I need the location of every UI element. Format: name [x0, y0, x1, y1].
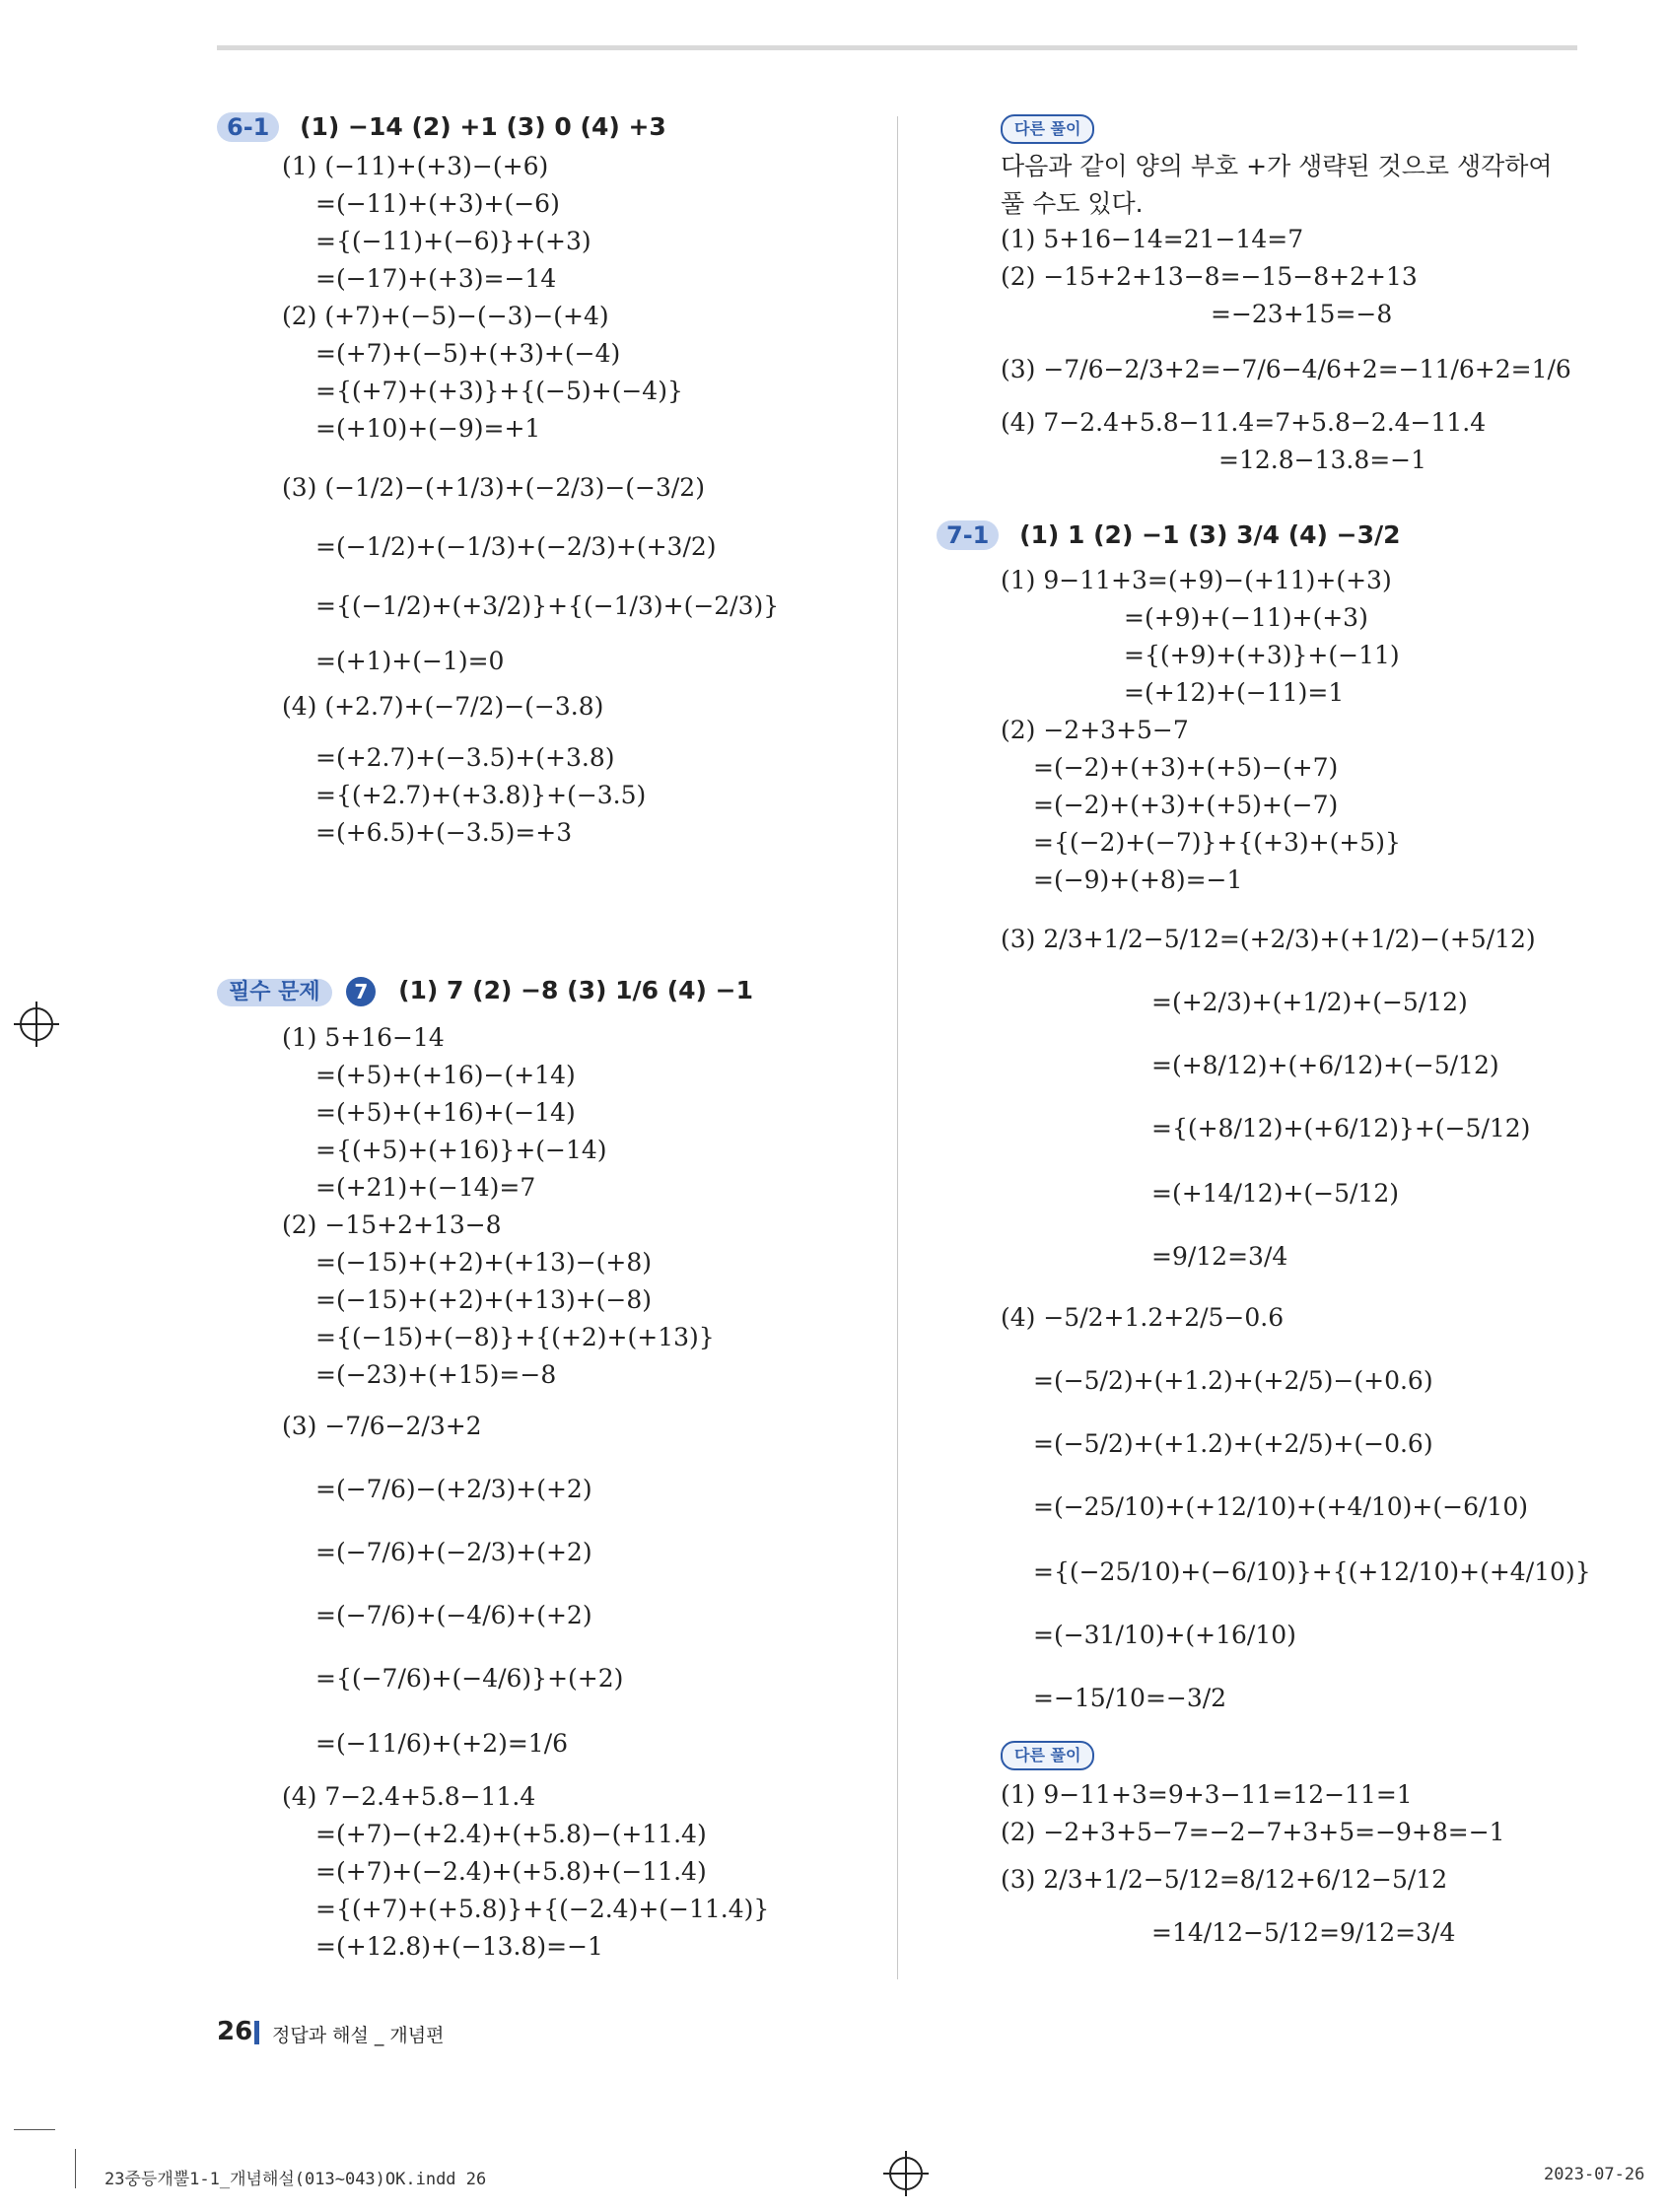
solution-line: =(−17)+(+3)=−14 [315, 264, 557, 293]
solution-line: =(+12)+(−11)=1 [1124, 678, 1345, 707]
section-6-1-header [217, 112, 666, 142]
solution-line: =(+14/12)+(−5/12) [1151, 1179, 1399, 1208]
solution-line: =(+7)+(−5)+(+3)+(−4) [315, 339, 621, 368]
solution-line: =(+2/3)+(+1/2)+(−5/12) [1151, 988, 1468, 1016]
solution-line: (1) 5+16−14 [282, 1023, 445, 1052]
solution-line: =(−2)+(+3)+(+5)−(+7) [1033, 753, 1339, 782]
solution-line: ={(+8/12)+(+6/12)}+(−5/12) [1151, 1114, 1531, 1142]
solution-line: ={(−11)+(−6)}+(+3) [315, 227, 591, 255]
solution-line: ={(+2.7)+(+3.8)}+(−3.5) [315, 781, 647, 809]
solution-line: (4) −5/2+1.2+2/5−0.6 [1001, 1303, 1285, 1332]
solution-line: ={(−15)+(−8)}+{(+2)+(+13)} [315, 1323, 715, 1351]
solution-line: =(−7/6)+(−2/3)+(+2) [315, 1538, 592, 1566]
solution-line: =(−5/2)+(+1.2)+(+2/5)+(−0.6) [1033, 1429, 1433, 1458]
solution-line: =(−7/6)−(+2/3)+(+2) [315, 1475, 592, 1503]
solution-line: ={(+7)+(+3)}+{(−5)+(−4)} [315, 377, 683, 405]
solution-line: (2) −15+2+13−8=−15−8+2+13 [1001, 262, 1418, 291]
solution-line: (3) 2/3+1/2−5/12=8/12+6/12−5/12 [1001, 1865, 1448, 1894]
solution-line: (1) 9−11+3=9+3−11=12−11=1 [1001, 1780, 1413, 1809]
print-date: 2023-07-26 [1544, 2165, 1645, 2184]
solution-line: ={(+5)+(+16)}+(−14) [315, 1136, 607, 1164]
solution-line: (3) −7/6−2/3+2 [282, 1412, 482, 1440]
section-7-1-header [937, 520, 1401, 550]
column-divider [897, 116, 898, 1979]
file-slug: 23중등개뿔1-1_개념해설(013~043)OK.indd 26 [104, 2170, 487, 2189]
alt-solution-intro: 다음과 같이 양의 부호 +가 생략된 것으로 생각하여 풀 수도 있다. [1001, 152, 1553, 218]
solution-line: =(+5)+(+16)+(−14) [315, 1098, 576, 1127]
solution-line: =(−11)+(+3)+(−6) [315, 189, 560, 218]
crop-mark [14, 2129, 55, 2130]
solution-line: ={(−2)+(−7)}+{(+3)+(+5)} [1033, 828, 1401, 857]
solution-line: =(−15)+(+2)+(+13)+(−8) [315, 1285, 653, 1314]
footer-title: 정답과 해설 _ 개념편 [272, 2025, 445, 2046]
solution-line: ={(−1/2)+(+3/2)}+{(−1/3)+(−2/3)} [315, 591, 780, 620]
problem-number: 7 [346, 977, 376, 1006]
solution-line: =(−9)+(+8)=−1 [1033, 865, 1243, 894]
solution-line: =(+2.7)+(−3.5)+(+3.8) [315, 743, 615, 772]
required-problem-badge: 필수 문제 [217, 979, 332, 1006]
solution-line: ={(−25/10)+(−6/10)}+{(+12/10)+(+4/10)} [1033, 1557, 1591, 1586]
section-badge: 7-1 [937, 520, 999, 550]
solution-line: =(−25/10)+(+12/10)+(+4/10)+(−6/10) [1033, 1492, 1528, 1521]
solution-line: =(−2)+(+3)+(+5)+(−7) [1033, 791, 1339, 819]
solution-line: =−23+15=−8 [1211, 300, 1393, 328]
crop-mark [75, 2149, 76, 2188]
section-answers: (1) 1 (2) −1 (3) 3/4 (4) −3/2 [1019, 520, 1401, 549]
solution-line: =(+9)+(−11)+(+3) [1124, 603, 1368, 632]
solution-line: =(+7)+(−2.4)+(+5.8)+(−11.4) [315, 1857, 707, 1886]
section-answers: (1) −14 (2) +1 (3) 0 (4) +3 [300, 112, 666, 141]
solution-line: =−15/10=−3/2 [1033, 1684, 1227, 1712]
solution-line: (1) (−11)+(+3)−(+6) [282, 152, 549, 180]
registration-mark-icon [20, 1007, 53, 1041]
problem-7-header [217, 976, 753, 1006]
solution-line: =(−7/6)+(−4/6)+(+2) [315, 1601, 592, 1629]
solution-line: =14/12−5/12=9/12=3/4 [1151, 1918, 1456, 1947]
solution-line: =(+5)+(+16)−(+14) [315, 1061, 576, 1089]
solution-line: (3) 2/3+1/2−5/12=(+2/3)+(+1/2)−(+5/12) [1001, 925, 1536, 953]
solution-line: (3) −7/6−2/3+2=−7/6−4/6+2=−11/6+2=1/6 [1001, 355, 1571, 383]
solution-line: (1) 9−11+3=(+9)−(+11)+(+3) [1001, 566, 1392, 594]
solution-line: (2) (+7)+(−5)−(−3)−(+4) [282, 302, 609, 330]
solution-line: =(+8/12)+(+6/12)+(−5/12) [1151, 1051, 1499, 1079]
problem-answers: (1) 7 (2) −8 (3) 1/6 (4) −1 [398, 976, 754, 1004]
solution-line: (3) (−1/2)−(+1/3)+(−2/3)−(−3/2) [282, 473, 705, 502]
solution-line: ={(−7/6)+(−4/6)}+(+2) [315, 1664, 624, 1693]
solution-line: =(−5/2)+(+1.2)+(+2/5)−(+0.6) [1033, 1366, 1433, 1395]
page-number: 26 [217, 2017, 253, 2046]
solution-line: =(+7)−(+2.4)+(+5.8)−(+11.4) [315, 1820, 707, 1848]
solution-line: =(+10)+(−9)=+1 [315, 414, 541, 443]
solution-line: (2) −2+3+5−7 [1001, 716, 1189, 744]
solution-line: (4) (+2.7)+(−7/2)−(−3.8) [282, 692, 604, 721]
solution-line: =(−1/2)+(−1/3)+(−2/3)+(+3/2) [315, 532, 717, 561]
section-badge: 6-1 [217, 112, 279, 142]
registration-mark-icon [889, 2157, 923, 2190]
solution-line: =(−15)+(+2)+(+13)−(+8) [315, 1248, 653, 1277]
solution-line: (2) −15+2+13−8 [282, 1210, 502, 1239]
footer-accent-bar [254, 2021, 259, 2044]
solution-line: (2) −2+3+5−7=−2−7+3+5=−9+8=−1 [1001, 1818, 1505, 1846]
alt-solution-tag: 다른 풀이 [1001, 114, 1094, 144]
solution-line: =(+12.8)+(−13.8)=−1 [315, 1932, 603, 1961]
solution-line: =(−23)+(+15)=−8 [315, 1360, 557, 1389]
solution-line: (4) 7−2.4+5.8−11.4 [282, 1782, 536, 1811]
solution-line: =(+1)+(−1)=0 [315, 647, 505, 675]
top-rule [217, 45, 1577, 50]
solution-line: =9/12=3/4 [1151, 1242, 1288, 1271]
alt-solution-tag: 다른 풀이 [1001, 1741, 1094, 1770]
solution-line: ={(+9)+(+3)}+(−11) [1124, 641, 1400, 669]
solution-line: (4) 7−2.4+5.8−11.4=7+5.8−2.4−11.4 [1001, 408, 1487, 437]
solution-line: ={(+7)+(+5.8)}+{(−2.4)+(−11.4)} [315, 1895, 770, 1923]
solution-line: =(+21)+(−14)=7 [315, 1173, 536, 1202]
solution-line: =(−31/10)+(+16/10) [1033, 1621, 1296, 1649]
solution-line: =(−11/6)+(+2)=1/6 [315, 1729, 569, 1758]
solution-line: =12.8−13.8=−1 [1218, 446, 1427, 474]
solution-line: (1) 5+16−14=21−14=7 [1001, 225, 1304, 253]
solution-line: =(+6.5)+(−3.5)=+3 [315, 818, 573, 847]
